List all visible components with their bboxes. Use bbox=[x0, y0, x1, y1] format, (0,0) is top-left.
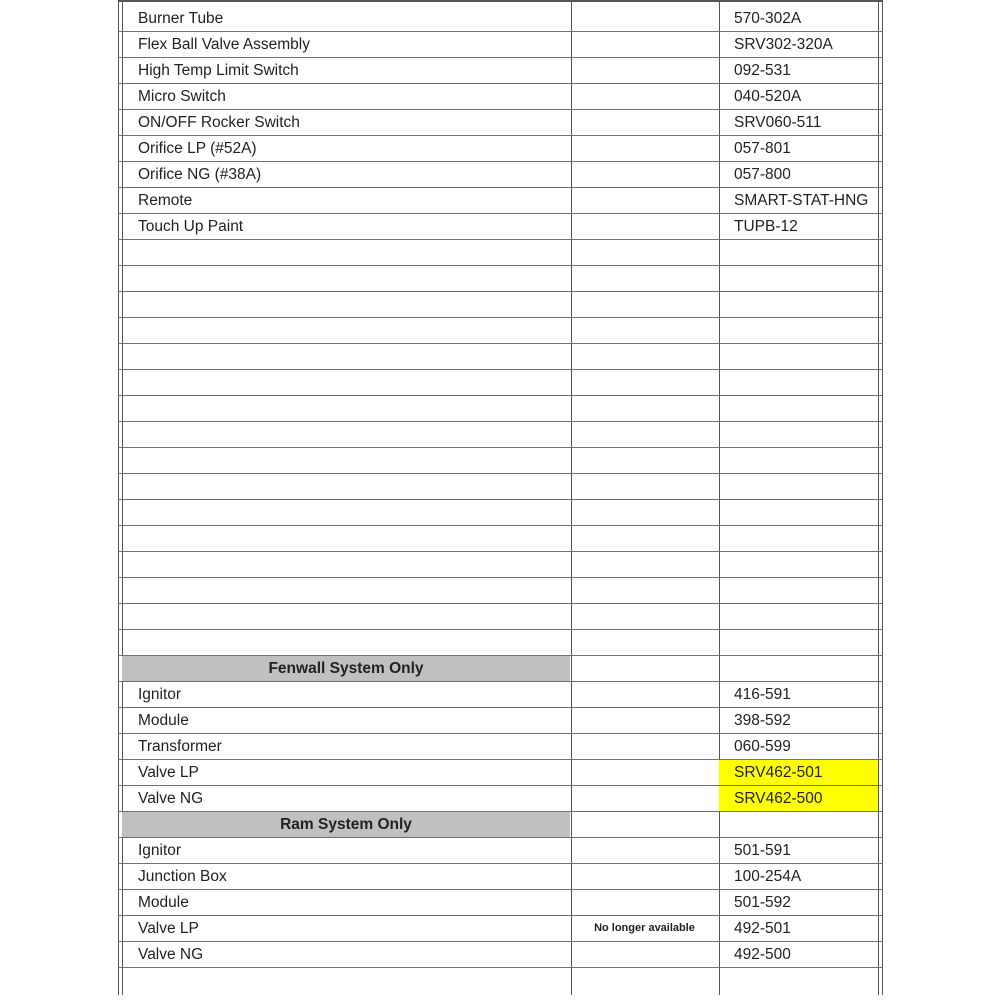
part-number: 501-591 bbox=[734, 842, 791, 859]
part-number: SMART-STAT-HNG bbox=[734, 192, 869, 209]
part-note bbox=[571, 838, 718, 863]
part-description: Orifice NG (#38A) bbox=[138, 166, 262, 183]
part-note bbox=[571, 708, 718, 733]
part-number bbox=[719, 266, 878, 291]
part-number bbox=[719, 578, 878, 603]
part-number bbox=[719, 422, 878, 447]
part-note bbox=[571, 604, 718, 629]
part-number: SRV462-501 bbox=[719, 760, 878, 785]
table-row bbox=[118, 604, 883, 630]
part-note bbox=[571, 864, 718, 889]
part-number: 570-302A bbox=[734, 10, 802, 27]
part-description bbox=[122, 578, 570, 603]
part-description: Flex Ball Valve Assembly bbox=[138, 36, 310, 53]
table-row bbox=[118, 942, 883, 968]
part-note bbox=[571, 526, 718, 551]
part-note bbox=[571, 552, 718, 577]
part-description bbox=[122, 500, 570, 525]
table-row bbox=[118, 344, 883, 370]
part-number: 398-592 bbox=[734, 712, 791, 729]
part-number bbox=[719, 526, 878, 551]
part-note bbox=[571, 448, 718, 473]
table-row bbox=[118, 84, 883, 110]
part-number bbox=[719, 500, 878, 525]
part-note bbox=[571, 812, 718, 837]
table-row bbox=[118, 526, 883, 552]
part-note bbox=[571, 396, 718, 421]
table-row bbox=[118, 448, 883, 474]
part-description bbox=[122, 370, 570, 395]
part-description bbox=[122, 266, 570, 291]
part-number: 057-800 bbox=[734, 166, 791, 183]
table-row bbox=[118, 474, 883, 500]
part-note bbox=[571, 318, 718, 343]
table-row bbox=[118, 916, 883, 942]
part-note bbox=[571, 890, 718, 915]
section-title: Ram System Only bbox=[122, 812, 570, 837]
part-description: Junction Box bbox=[138, 868, 227, 885]
part-description bbox=[122, 240, 570, 265]
part-description: Micro Switch bbox=[138, 88, 226, 105]
part-note bbox=[571, 136, 718, 161]
part-description bbox=[122, 630, 570, 655]
part-note bbox=[571, 214, 718, 239]
table-row bbox=[118, 32, 883, 58]
part-description: Valve LP bbox=[138, 920, 199, 937]
part-number: SRV462-500 bbox=[719, 786, 878, 811]
table-row bbox=[118, 110, 883, 136]
part-number: 040-520A bbox=[734, 88, 802, 105]
table-row bbox=[118, 630, 883, 656]
part-description bbox=[122, 344, 570, 369]
table-row bbox=[118, 58, 883, 84]
part-note: No longer available bbox=[594, 922, 695, 934]
table-row bbox=[118, 136, 883, 162]
part-description: Burner Tube bbox=[138, 10, 224, 27]
part-note bbox=[571, 266, 718, 291]
table-row bbox=[118, 578, 883, 604]
part-number bbox=[719, 604, 878, 629]
part-description: Valve NG bbox=[138, 790, 204, 807]
part-number bbox=[719, 240, 878, 265]
part-description bbox=[122, 526, 570, 551]
part-description: Touch Up Paint bbox=[138, 218, 244, 235]
part-note bbox=[571, 734, 718, 759]
part-description: High Temp Limit Switch bbox=[138, 62, 299, 79]
part-note bbox=[571, 292, 718, 317]
part-note bbox=[571, 474, 718, 499]
table-row bbox=[118, 552, 883, 578]
table-row bbox=[118, 266, 883, 292]
part-note bbox=[571, 942, 718, 967]
part-note bbox=[571, 422, 718, 447]
part-number bbox=[719, 370, 878, 395]
part-note bbox=[571, 786, 718, 811]
part-description: Module bbox=[138, 894, 189, 911]
table-row bbox=[118, 760, 883, 786]
part-note bbox=[571, 162, 718, 187]
part-number: 057-801 bbox=[734, 140, 791, 157]
part-note bbox=[571, 682, 718, 707]
table-row bbox=[118, 708, 883, 734]
part-number: 501-592 bbox=[734, 894, 791, 911]
part-note bbox=[571, 58, 718, 83]
table-row bbox=[118, 396, 883, 422]
table-row bbox=[118, 370, 883, 396]
part-number bbox=[719, 552, 878, 577]
part-number bbox=[719, 448, 878, 473]
part-number: 492-501 bbox=[734, 920, 791, 937]
part-number: 092-531 bbox=[734, 62, 791, 79]
part-number bbox=[719, 474, 878, 499]
part-description: Module bbox=[138, 712, 189, 729]
part-note bbox=[571, 656, 718, 681]
part-description: Valve LP bbox=[138, 764, 199, 781]
table-row bbox=[118, 890, 883, 916]
part-note bbox=[571, 578, 718, 603]
part-description bbox=[122, 292, 570, 317]
part-number bbox=[719, 396, 878, 421]
section-title: Fenwall System Only bbox=[122, 656, 570, 681]
part-number: 492-500 bbox=[734, 946, 791, 963]
part-description bbox=[122, 604, 570, 629]
section-header-row bbox=[118, 812, 883, 838]
part-number bbox=[719, 292, 878, 317]
table-row bbox=[118, 6, 883, 32]
part-note bbox=[571, 630, 718, 655]
part-number: 416-591 bbox=[734, 686, 791, 703]
part-description bbox=[122, 318, 570, 343]
part-note bbox=[571, 32, 718, 57]
part-description: Remote bbox=[138, 192, 193, 209]
part-number bbox=[719, 344, 878, 369]
part-number: 100-254A bbox=[734, 868, 802, 885]
part-number bbox=[719, 630, 878, 655]
part-description: Ignitor bbox=[138, 686, 182, 703]
part-note bbox=[571, 760, 718, 785]
part-note bbox=[571, 110, 718, 135]
part-description: Transformer bbox=[138, 738, 222, 755]
part-description: Valve NG bbox=[138, 946, 204, 963]
table-row bbox=[118, 734, 883, 760]
part-description bbox=[122, 448, 570, 473]
part-description: Ignitor bbox=[138, 842, 182, 859]
part-description bbox=[122, 396, 570, 421]
part-note bbox=[571, 240, 718, 265]
table-row bbox=[118, 682, 883, 708]
part-number: SRV302-320A bbox=[734, 36, 833, 53]
part-note bbox=[571, 344, 718, 369]
section-header-row bbox=[118, 656, 883, 682]
table-top-border bbox=[118, 0, 883, 2]
part-description bbox=[122, 474, 570, 499]
part-note bbox=[571, 370, 718, 395]
part-number: TUPB-12 bbox=[734, 218, 798, 235]
table-row bbox=[118, 318, 883, 344]
table-row bbox=[118, 214, 883, 240]
part-description bbox=[122, 552, 570, 577]
table-row bbox=[118, 162, 883, 188]
table-row bbox=[118, 838, 883, 864]
table-row bbox=[118, 786, 883, 812]
part-note bbox=[571, 6, 718, 31]
part-note bbox=[571, 500, 718, 525]
part-note bbox=[571, 84, 718, 109]
part-number bbox=[719, 656, 878, 681]
part-number: SRV060-511 bbox=[734, 114, 822, 131]
table-row bbox=[118, 500, 883, 526]
part-number: 060-599 bbox=[734, 738, 791, 755]
part-description: ON/OFF Rocker Switch bbox=[138, 114, 300, 131]
part-number bbox=[719, 318, 878, 343]
table-row bbox=[118, 292, 883, 318]
part-number bbox=[719, 812, 878, 837]
part-note bbox=[571, 188, 718, 213]
table-row bbox=[118, 240, 883, 266]
table-row bbox=[118, 864, 883, 890]
table-row bbox=[118, 188, 883, 214]
table-row bbox=[118, 422, 883, 448]
part-description: Orifice LP (#52A) bbox=[138, 140, 257, 157]
part-description bbox=[122, 422, 570, 447]
